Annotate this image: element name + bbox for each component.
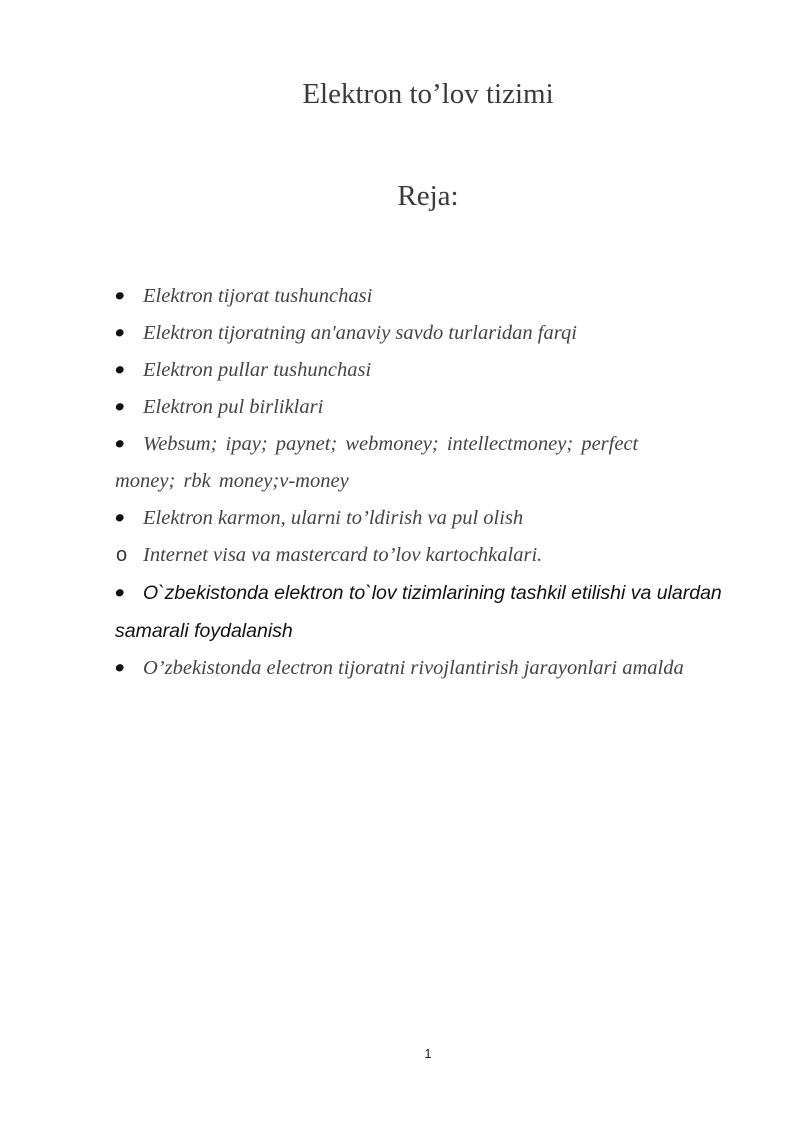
plan-item [115, 389, 755, 426]
bullet-icon [115, 650, 143, 687]
plan-item-text: Elektron pullar tushunchasi [143, 359, 372, 381]
bullet-icon [115, 352, 143, 389]
bullet-icon [115, 500, 143, 537]
plan-item-text: Websum; ipay; paynet; webmoney; intellectmoney; perfect [143, 433, 639, 455]
plan-item [115, 500, 755, 537]
plan-item-text: O`zbekistonda elektron to`lov tizimlarining tashkil etilishi va ulardan [143, 582, 722, 604]
plan-item-text: Elektron tijoratning an'anaviy savdo turlaridan farqi [143, 322, 577, 344]
plan-item-text: O’zbekistonda electron tijoratni rivojlantirish jarayonlari amalda [143, 657, 684, 679]
plan-item [115, 537, 755, 574]
bullet-icon [115, 389, 143, 426]
bullet-icon [115, 574, 143, 612]
plan-item-text-continued: samarali foydalanish [115, 620, 293, 642]
page-number: 1 [424, 1046, 432, 1061]
plan-item [115, 426, 755, 500]
plan-item [115, 278, 755, 315]
plan-item [115, 352, 755, 389]
plan-item [115, 574, 755, 650]
plan-item-text: Elektron tijorat tushunchasi [143, 285, 373, 307]
plan-item [115, 315, 755, 352]
bullet-icon [115, 426, 143, 463]
plan-heading: Reja: [397, 180, 459, 212]
plan-item-text: Elektron pul birliklari [143, 396, 324, 418]
bullet-icon [115, 315, 143, 352]
plan-item [115, 650, 755, 687]
plan-list [115, 278, 755, 687]
plan-item-text: Elektron karmon, ularni to’ldirish va pul olish [143, 507, 524, 529]
plan-item-text-continued: money; rbk money;v-money [115, 470, 349, 492]
document-title: Elektron to’lov tizimi [302, 78, 554, 110]
circle-bullet-icon: o [116, 544, 128, 566]
bullet-icon [115, 278, 143, 315]
plan-item-text: Internet visa va mastercard to’lov kartochkalari. [143, 544, 543, 566]
